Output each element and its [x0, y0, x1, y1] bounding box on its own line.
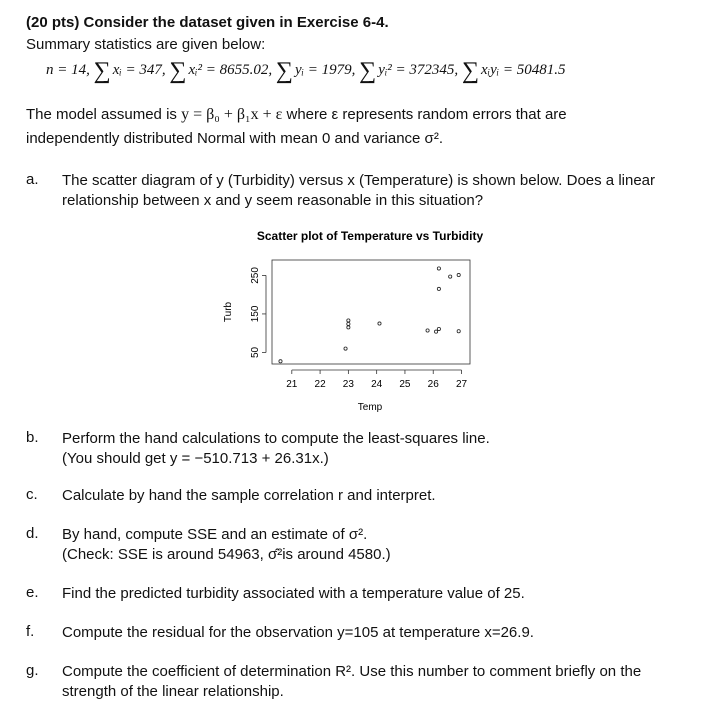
scatter-point: [449, 275, 452, 278]
question-e-text: Find the predicted turbidity associated with a temperature value of 25.: [62, 585, 525, 602]
model-where: where ε represents random errors that are: [286, 106, 567, 123]
question-g-text: [62, 662, 682, 702]
question-b-line2: (You should get y = −510.713 + 26.31x.): [62, 450, 329, 467]
question-a-line1: The scatter diagram of y (Turbidity) versus x (Temperature) is shown below. Does a linear: [62, 172, 656, 189]
stat-sum-x2: xᵢ² = 8655.02,: [188, 62, 273, 78]
stat-sum-xy: xᵢyᵢ = 50481.5: [481, 62, 566, 78]
x-tick-label: 21: [286, 379, 298, 390]
sigma-symbol: ∑: [461, 58, 480, 84]
plot-frame: [272, 260, 470, 364]
question-a-letter: a.: [26, 171, 39, 188]
scatter-point: [378, 322, 381, 325]
model-intro: The model assumed is: [26, 106, 177, 123]
x-axis: [286, 370, 467, 390]
data-points: [279, 267, 460, 363]
scatter-point: [437, 287, 440, 290]
question-b-letter: b.: [26, 429, 39, 446]
scatter-point: [434, 330, 437, 333]
question-a-line2: relationship between x and y seem reasonable in this situation?: [62, 192, 484, 209]
question-f-letter: f.: [26, 623, 35, 640]
question-f-text: Compute the residual for the observation y=105 at temperature x=26.9.: [62, 624, 534, 641]
x-tick-label: 22: [314, 379, 326, 390]
scatter-point: [437, 267, 440, 270]
stat-n: n = 14,: [46, 62, 90, 78]
y-tick-label: 150: [250, 305, 261, 323]
scatter-point: [457, 330, 460, 333]
model-statement-line2: independently distributed Normal with mean 0 and variance σ².: [26, 130, 443, 147]
x-tick-label: 24: [371, 379, 383, 390]
question-g-line1: Compute the coefficient of determination R². Use this number to comment briefly on the: [62, 663, 642, 680]
question-c-text: Calculate by hand the sample correlation r and interpret.: [62, 487, 436, 504]
sigma-symbol: ∑: [93, 58, 111, 84]
x-tick-label: 27: [455, 379, 468, 390]
question-g-letter: g.: [26, 662, 39, 679]
x-tick-label: 26: [427, 379, 439, 390]
problem-title: (20 pts) Consider the dataset given in Exercise 6-4.: [26, 14, 389, 31]
x-tick-label: 25: [399, 379, 411, 390]
scatter-plot: [200, 222, 520, 422]
scatter-point: [437, 327, 440, 330]
stat-sum-y: yᵢ = 1979,: [295, 62, 356, 78]
y-tick-label: 250: [250, 267, 261, 284]
question-c-letter: c.: [26, 486, 38, 503]
question-g-line2: strength of the linear relationship.: [62, 683, 284, 700]
stat-sum-y2: yᵢ² = 372345,: [378, 62, 459, 78]
y-axis-label: Turb: [223, 301, 234, 323]
y-tick-label: 50: [250, 346, 261, 359]
model-equation: y = β₀ + β₁x + ε: [181, 106, 283, 123]
scatter-point: [426, 329, 429, 332]
summary-statistics: [46, 58, 565, 85]
scatter-point: [347, 326, 350, 329]
y-axis: [250, 267, 266, 358]
chart-title: Scatter plot of Temperature vs Turbidity: [256, 229, 484, 243]
scatter-point: [457, 273, 460, 276]
model-statement: [26, 106, 567, 124]
sigma-symbol: ∑: [275, 58, 294, 84]
question-b-text: [62, 429, 682, 469]
stat-sum-x: xᵢ = 347,: [112, 62, 166, 78]
question-e-letter: e.: [26, 584, 39, 601]
question-d-text: [62, 525, 682, 565]
question-d-letter: d.: [26, 525, 39, 542]
sigma-symbol: ∑: [359, 58, 377, 84]
scatter-point: [344, 347, 347, 350]
scatter-point: [347, 319, 350, 322]
question-d-line1: By hand, compute SSE and an estimate of σ².: [62, 526, 368, 543]
sigma-symbol: ∑: [169, 58, 187, 84]
question-d-line2: (Check: SSE is around 54963, σ̂²is around 4580.): [62, 546, 391, 563]
scatter-point: [347, 322, 350, 325]
question-b-line1: Perform the hand calculations to compute the least-squares line.: [62, 430, 490, 447]
x-tick-label: 23: [342, 379, 354, 390]
scatter-point: [279, 360, 282, 363]
problem-subtitle: Summary statistics are given below:: [26, 36, 266, 53]
question-a-text: [62, 171, 682, 211]
x-axis-label: Temp: [357, 402, 383, 413]
